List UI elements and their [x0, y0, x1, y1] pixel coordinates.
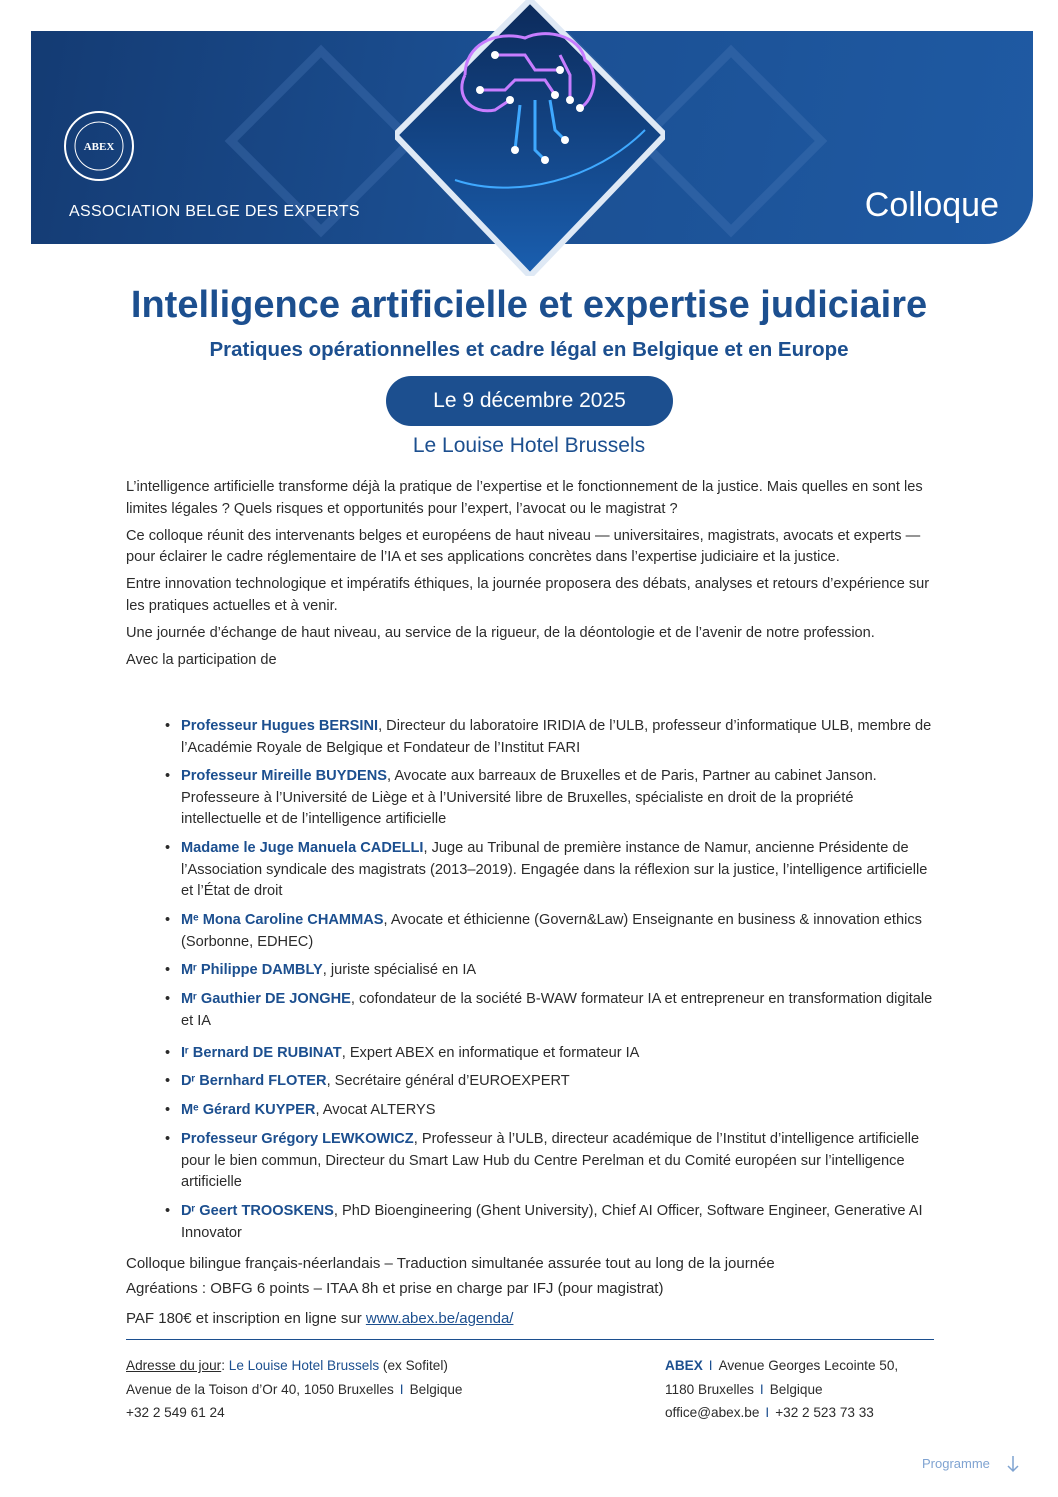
separator: I — [765, 1405, 770, 1420]
separator: I — [759, 1381, 764, 1397]
speaker-description: , Secrétaire général d’EUROEXPERT — [326, 1073, 570, 1089]
speaker-name: Mᵉ Mona Caroline CHAMMAS — [181, 912, 384, 928]
bullet-icon: • — [165, 1073, 171, 1089]
speaker-name: Iʳ Bernard DE RUBINAT — [181, 1045, 342, 1061]
speaker-name: Dʳ Bernhard FLOTER — [181, 1073, 327, 1089]
abex-seal-icon — [63, 110, 135, 182]
address-label: Adresse du jour — [126, 1358, 222, 1373]
speaker-description: , Avocate aux barreaux de Bruxelles et de Paris, Partner au cabinet Janson. Professeure à l’Université de Liège et à l’Université libre de Bruxelles, spécialiste en droit de la propriété intellectuelle et de l’intelligence artificielle — [181, 768, 877, 827]
speaker-name: Professeur Grégory LEWKOWICZ — [181, 1131, 414, 1147]
speaker-description: , juriste spécialisé en IA — [322, 962, 477, 978]
svg-text:ABEX: ABEX — [83, 141, 115, 153]
speaker-name: Mʳ Philippe DAMBLY — [181, 962, 323, 978]
separator: I — [708, 1358, 713, 1373]
bullet-icon: • — [165, 962, 171, 978]
intro-paragraph: Entre innovation technologique et impératifs éthiques, la journée proposera des débats, analyses et retours d’expérience sur les pratiques actuelles et à venir. — [126, 576, 930, 614]
org-city: 1180 Bruxelles — [665, 1381, 754, 1397]
bullet-icon: • — [165, 1102, 171, 1118]
speaker-description: , Juge au Tribunal de première instance de Namur, ancienne Présidente de l’Association syndicale des magistrats (2013–2019). Engagée dans la réflexion sur la justice, l’intelligence artificielle et l’État de droit — [181, 840, 928, 899]
bullet-icon: • — [165, 991, 171, 1007]
bullet-icon: • — [165, 840, 171, 856]
speaker-name: Mᵉ Gérard KUYPER — [181, 1102, 316, 1118]
separator: I — [399, 1381, 404, 1397]
bilingual-note: Colloque bilingue français-néerlandais – Traduction simultanée assurée tout au long de la journée — [126, 1255, 775, 1272]
speaker-name: Mʳ Gauthier DE JONGHE — [181, 991, 351, 1007]
venue-country: Belgique — [409, 1381, 463, 1397]
participation-heading: Avec la participation de — [126, 651, 277, 668]
speaker-description: , Expert ABEX en informatique et formateur IA — [341, 1045, 640, 1061]
price-text: PAF 180€ et inscription en ligne sur — [126, 1310, 366, 1327]
association-name: ASSOCIATION BELGE DES EXPERTS — [69, 203, 360, 220]
speaker-description: , Avocate et éthicienne (Govern&Law) Enseignante en business & innovation ethics (Sorbonne, EDHEC) — [181, 912, 922, 950]
speaker-description: , cofondateur de la société B-WAW formateur IA et entrepreneur en transformation digitale et IA — [181, 991, 933, 1029]
address-colon: : — [221, 1358, 229, 1373]
accreditations-note: Agréations : OBFG 6 points – ITAA 8h et prise en charge par IFJ (pour magistrat) — [126, 1280, 664, 1297]
org-name: ABEX — [665, 1358, 703, 1373]
speaker-description: , Avocat ALTERYS — [315, 1102, 436, 1118]
programme-link[interactable]: Programme — [922, 1456, 990, 1471]
org-street: Avenue Georges Lecointe 50, — [718, 1358, 899, 1373]
speaker-description: , PhD Bioengineering (Ghent University), Chief AI Officer, Software Engineer, Generative AI Innovator — [181, 1203, 923, 1241]
venue-note: (ex Sofitel) — [379, 1358, 448, 1373]
page-subtitle: Pratiques opérationnelles et cadre légal en Belgique et en Europe — [209, 338, 849, 361]
speaker-description: , Professeur à l’ULB, directeur académique de l’Institut d’intelligence artificielle pour le bien commun, Directeur du Smart Law Hub du Centre Perelman et du Comité européen sur l’intelligence artificielle — [181, 1131, 920, 1190]
bullet-icon: • — [165, 1131, 171, 1147]
intro-text — [126, 477, 936, 676]
arrow-down-icon[interactable] — [1006, 1455, 1020, 1473]
bullet-icon: • — [165, 768, 171, 784]
event-type-label: Colloque — [864, 186, 999, 224]
bullet-icon: • — [165, 1045, 171, 1061]
speaker-name: Dʳ Geert TROOSKENS — [181, 1203, 334, 1219]
speaker-name: Professeur Hugues BERSINI — [181, 718, 379, 734]
intro-paragraph: Ce colloque réunit des intervenants belges et européens de haut niveau — universitaires, magistrats, avocats et experts — pour éclairer le cadre réglementaire de l’IA et ses applications concrètes dans l’expertise judiciaire et la justice. — [126, 527, 921, 566]
speaker-name: Madame le Juge Manuela CADELLI — [181, 840, 424, 856]
divider — [126, 1339, 934, 1340]
speaker-description: , Directeur du laboratoire IRIDIA de l’ULB, professeur d’informatique ULB, membre de l’Académie Royale de Belgique et Fondateur de l’Institut FARI — [181, 718, 932, 756]
intro-paragraph: L’intelligence artificielle transforme déjà la pratique de l’expertise et le fonctionnement de la justice. Mais quelles en sont les limites légales ? Quels risques et opportunités pour l’expert, l’avocat ou le magistrat ? — [126, 479, 923, 517]
circuit-brain-icon — [395, 0, 665, 276]
agenda-link[interactable]: www.abex.be/agenda/ — [365, 1310, 514, 1327]
venue-phone: +32 2 549 61 24 — [126, 1405, 225, 1420]
event-date-badge: Le 9 décembre 2025 — [386, 376, 673, 426]
bullet-icon: • — [165, 912, 171, 928]
abex-contact-block — [665, 1354, 898, 1425]
org-phone: +32 2 523 73 33 — [775, 1405, 874, 1420]
bullet-icon: • — [165, 1203, 171, 1219]
venue-address-block — [126, 1354, 462, 1425]
intro-paragraph: Une journée d’échange de haut niveau, au service de la rigueur, de la déontologie et de l’avenir de notre profession. — [126, 624, 875, 641]
org-country: Belgique — [769, 1381, 823, 1397]
page-title: Intelligence artificielle et expertise judiciaire — [130, 284, 928, 326]
bullet-icon: • — [165, 718, 171, 734]
venue-street: Avenue de la Toison d’Or 40, 1050 Bruxelles — [126, 1381, 394, 1397]
venue-name: Le Louise Hotel Brussels — [228, 1358, 380, 1373]
event-venue: Le Louise Hotel Brussels — [412, 434, 646, 457]
registration-line — [126, 1310, 936, 1327]
org-email[interactable]: office@abex.be — [665, 1405, 760, 1420]
speaker-name: Professeur Mireille BUYDENS — [181, 768, 388, 784]
